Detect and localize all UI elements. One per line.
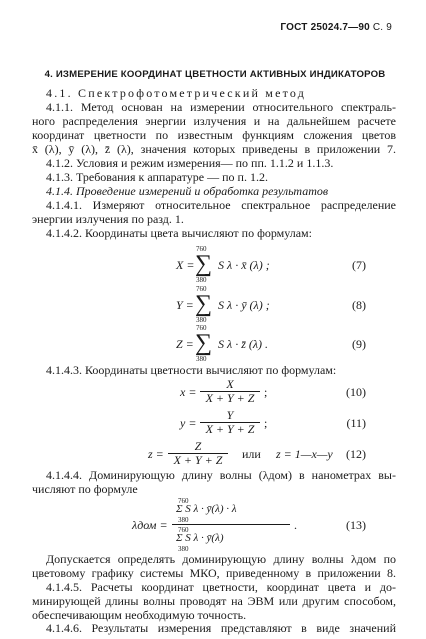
equation-number: (12) (346, 447, 366, 461)
para-4-1-1-line: x̄ (λ), ȳ (λ), z̄ (λ), значения которых приведены в приложении 7. (32, 142, 396, 156)
numerator: Y (200, 409, 260, 423)
para-4-1-4: 4.1.4. Проведение измерений и обработка результатов (46, 184, 329, 198)
equation-number: (8) (352, 298, 366, 312)
formula-lhs: λдом = (132, 518, 168, 532)
sum-upper-limit: 760 (196, 324, 207, 332)
sum-lower-limit: 380 (178, 545, 189, 553)
para-4-1-4-5-line: обеспечивающим необходимую точность. (32, 608, 247, 622)
formula-lhs: x = (180, 385, 197, 399)
para-4-1-4-1-line: 4.1.4.1. Измеряют относительное спектральное распределение (46, 198, 396, 212)
formula-tail: ; (264, 385, 268, 399)
formula-11 (32, 409, 396, 437)
sigma-symbol: ∑ (195, 251, 213, 277)
formula-body: S λ · x̄ (λ) ; (218, 258, 270, 272)
equation-number: (13) (346, 518, 366, 532)
formula-conjunction: или (242, 447, 261, 461)
para-4-1-3: 4.1.3. Требования к аппаратуре — по п. 1.2. (46, 170, 268, 184)
standard-code: ГОСТ 25024.7—90 (280, 22, 370, 33)
equation-number: (7) (352, 258, 366, 272)
sum-lower-limit: 380 (196, 355, 207, 363)
para-4-1-4-1-line: энергии излучения по разд. 1. (32, 212, 184, 226)
para-4-1-4-5-line: минирующей длины волны проводят на ЭВМ или другим способом, (32, 594, 396, 608)
sum-lower-limit: 380 (196, 316, 207, 324)
fraction (168, 440, 228, 467)
equation-number: (10) (346, 385, 366, 399)
formula-lhs: y = (180, 416, 197, 430)
sum-upper-limit: 760 (178, 497, 189, 505)
formula-lhs: Y = (176, 298, 194, 312)
fraction (200, 378, 260, 405)
fraction (200, 409, 260, 436)
para-4-1-4-4-line: 4.1.4.4. Доминирующую длину волны (λдом) в нанометрах вы- (46, 468, 396, 482)
formula-9 (32, 324, 396, 364)
formula-8 (32, 285, 396, 325)
sum-upper-limit: 760 (196, 245, 207, 253)
formula-12 (32, 440, 396, 468)
formula-10 (32, 378, 396, 406)
formula-tail: . (294, 518, 297, 532)
formula-lhs: Z = (176, 337, 194, 351)
formula-alternative: z = 1—x—y (276, 447, 333, 461)
sigma-symbol: ∑ (195, 330, 213, 356)
denominator: X + Y + Z (205, 422, 255, 436)
para-4-1-4-2: 4.1.4.2. Координаты цвета вычисляют по формулам: (46, 226, 312, 240)
para-4-1-2: 4.1.2. Условия и режим измерения— по пп. 1.1.2 и 1.1.3. (46, 156, 334, 170)
fraction-bar (172, 524, 290, 525)
page-header (280, 22, 392, 33)
subsection-4-1: 4.1. Спектрофотометрический метод (46, 86, 307, 100)
fraction (172, 497, 292, 553)
formula-tail: ; (264, 416, 268, 430)
formula-7 (32, 245, 396, 285)
sum-lower-limit: 380 (196, 276, 207, 284)
para-dopuskaetsya-line: цветовому графику системы МКО, приведенному в приложении 8. (32, 566, 396, 580)
para-dopuskaetsya-line: Допускается определять доминирующую длину волны λдом по (46, 552, 396, 566)
para-4-1-1-line: 4.1.1. Метод основан на измерении относительного спектраль- (46, 100, 396, 114)
sum-upper-limit: 760 (178, 526, 189, 534)
equation-number: (11) (346, 416, 366, 430)
denominator: X + Y + Z (173, 453, 223, 467)
equation-number: (9) (352, 337, 366, 351)
para-4-1-4-6-line: 4.1.4.6. Результаты измерения представляют в виде значений (46, 621, 396, 635)
sigma-symbol: ∑ (195, 291, 213, 317)
formula-lhs: X = (176, 258, 195, 272)
denominator: Σ S λ · ȳ(λ) (176, 532, 224, 544)
section-title: 4. ИЗМЕРЕНИЕ КООРДИНАТ ЦВЕТНОСТИ АКТИВНЫХ ИНДИКАТОРОВ (44, 69, 386, 80)
denominator: X + Y + Z (205, 391, 255, 405)
numerator: Z (168, 440, 228, 454)
formula-body: S λ · ȳ (λ) ; (218, 298, 270, 312)
page-number: С. 9 (372, 22, 392, 33)
formula-lhs: z = (148, 447, 164, 461)
para-4-1-4-5-line: 4.1.4.5. Расчеты координат цветности, координат цвета и до- (46, 580, 396, 594)
para-4-1-1-line: координат цветности по известным функциям сложения цветов (32, 128, 396, 142)
para-4-1-1-line: ного распределения энергии излучения и на дальнейшем расчете (32, 114, 396, 128)
para-4-1-4-3: 4.1.4.3. Координаты цветности вычисляют по формулам: (46, 363, 337, 377)
sum-upper-limit: 760 (196, 285, 207, 293)
para-4-1-4-4-line: числяют по формуле (32, 482, 138, 496)
formula-body: S λ · z̄ (λ) . (218, 337, 269, 351)
numerator: X (200, 378, 260, 392)
numerator: Σ S λ · ȳ(λ) · λ (176, 503, 237, 515)
sum-lower-limit: 380 (178, 516, 189, 524)
formula-13 (32, 497, 396, 553)
